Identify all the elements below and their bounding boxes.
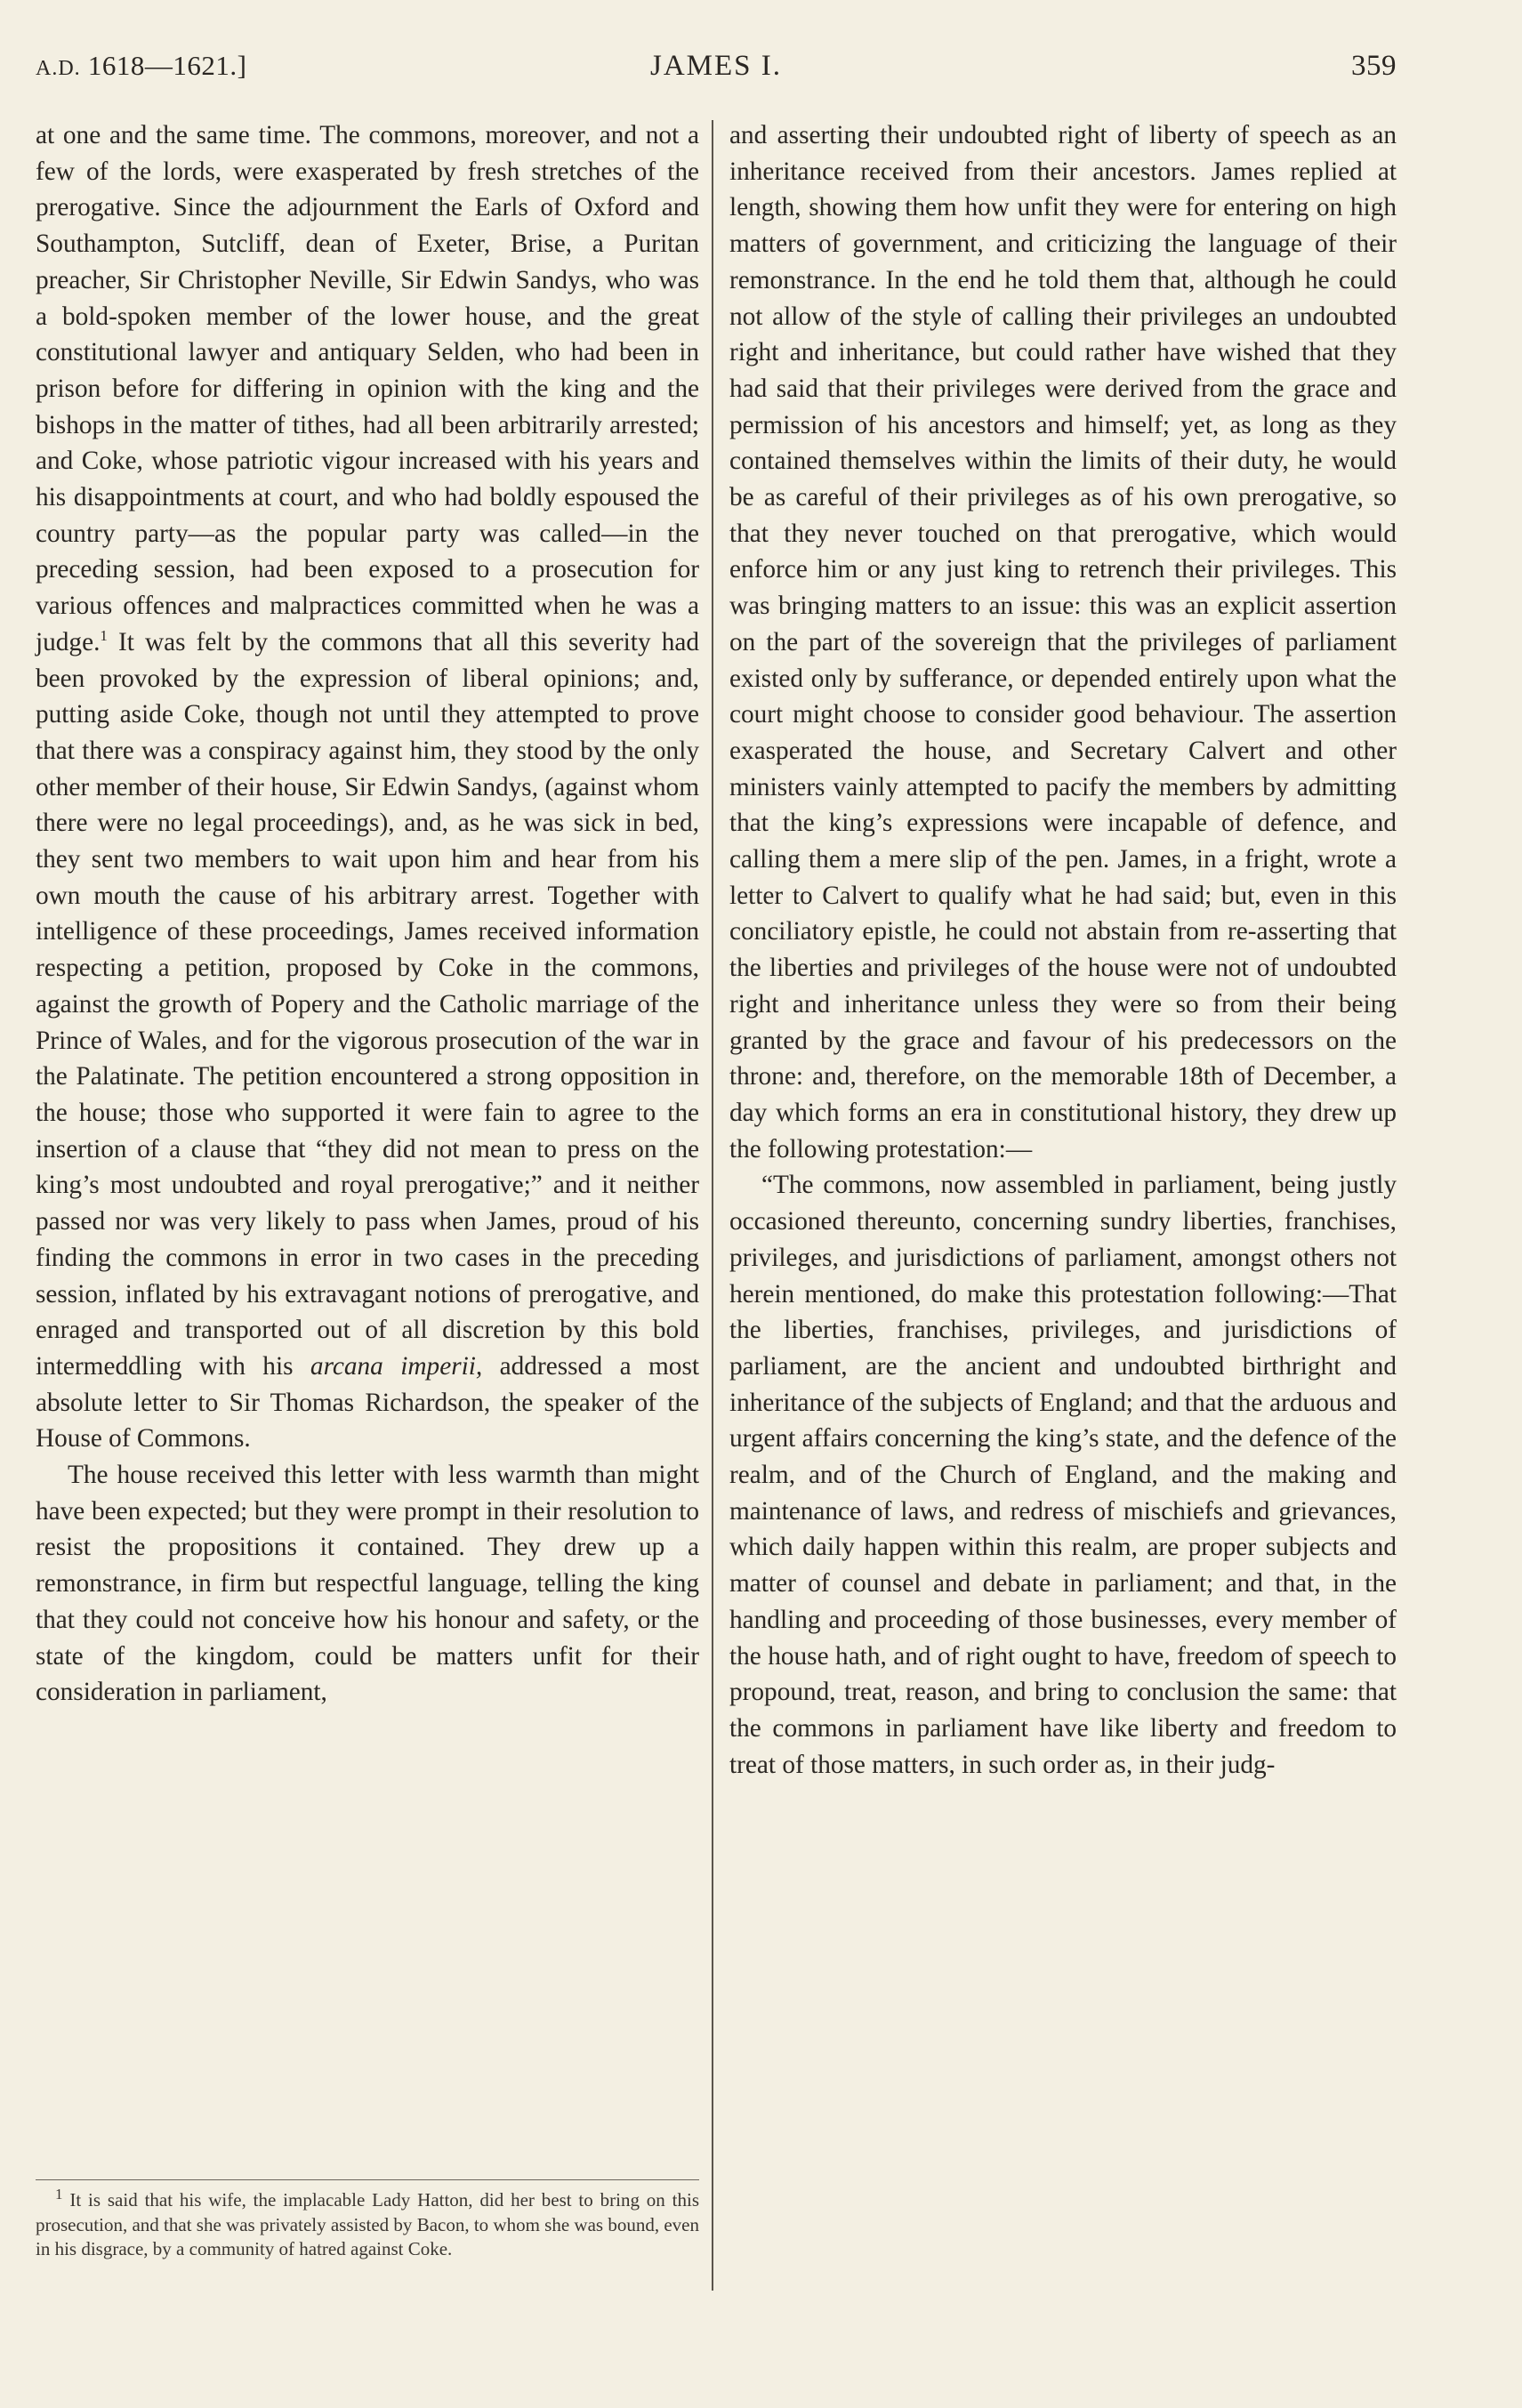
years: 1618—1621.] [80,50,247,81]
paragraph [36,117,699,1457]
running-head [36,50,1397,94]
column-divider [712,120,713,2291]
left-column [36,117,699,1711]
page-number: 359 [1351,50,1397,82]
italic-phrase: arcana imperii, [310,1351,483,1381]
right-column [729,117,1397,1783]
paragraph: The house received this letter with less warmth than might have been expected; but they were prompt in their resolution to resist the propositions it contained. They drew up a remonstrance, in firm but respectful language, telling the king that they could not conceive how his honour and safety, or the state of the kingdom, could be matters unfit for their consideration in parliament, [36,1461,699,1707]
text-run: It was felt by the commons that all this severity had been provoked by the expression of liberal opinions; and, putting aside Coke, though not until they attempted to prove that there was a conspiracy against him, they stood by the only other member of their house, Sir Edwin Sandys, (against whom there were no legal proceedings), and, as he was sick in bed, they sent two members to wait upon him and hear from his own mouth the cause of his arbitrary arrest. Together with intelligence of these proceedings, James received information respecting a petition, proposed by Coke in the commons, against the growth of Popery and the Catholic marriage of the Prince of Wales, and for the vigorous prosecution of the war in the Palatinate. The petition encountered a strong opposition in the house; those who supported it were fain to agree to the insertion of a clause that “they did not mean to press on the king’s most undoubted and royal prerogative;” and it neither passed nor was very likely to pass when James, proud of his finding the commons in error in two cases in the preceding session, inflated by his extravagant notions of prerogative, and enraged and transported out of all discretion by this bold intermeddling with his [36,627,699,1381]
footnote-body: It is said that his wife, the implacable Lady Hatton, did her best to bring on this prosecution, and that she was privately assisted by Bacon, to whom she was bound, even in his disgrace, by a community of hatred against Coke. [36,2189,699,2259]
anno-domini: A.D. [36,57,81,80]
footnote [36,2188,699,2262]
text-run: addressed a most absolute letter to Sir Thomas Richardson, the speaker of the House of Commons. [36,1351,699,1454]
paragraph: and asserting their undoubted right of liberty of speech as an inheritance received from their ancestors. James replied at length, showing them how unfit they were for entering on high matters of government, and criticizing the language of their remonstrance. In the end he told them that, although he could not allow of the style of calling their privileges an undoubted right and inheritance, but could rather have wished that they had said that their privileges were derived from the grace and permission of his ancestors and himself; yet, as long as they contained themselves within the limits of their duty, he would be as careful of their privileges as of his own prerogative, so that they never touched on that prerogative, which would enforce him or any just king to retrench their privileges. This was bringing matters to an issue: this was an explicit assertion on the part of the sovereign that the privileges of parliament existed only by sufferance, or depended entirely upon what the court might choose to consider good behaviour. The assertion exasperated the house, and Secretary Calvert and other ministers vainly attempted to pacify the members by admitting that the king’s expressions were incapable of defence, and calling them a mere slip of the pen. James, in a fright, wrote a letter to Calvert to qualify what he had said; but, even in this conciliatory epistle, he could not abstain from re-asserting that the liberties and privileges of the house were not of undoubted right and inheritance unless they were so from their being granted by the grace and favour of his predecessors on the throne: and, therefore, on the memorable 18th of December, a day which forms an era in constitutional history, they drew up the following protestation:— [729,121,1397,1164]
text-run: at one and the same time. The commons, moreover, and not a few of the lords, were exasperated by fresh stretches of the prerogative. Since the adjournment the Earls of Oxford and Southampton, Sutcliff, dean of Exeter, Brise, a Puritan preacher, Sir Christopher Neville, Sir Edwin Sandys, who was a bold-spoken member of the lower house, and the great constitutional lawyer and antiquary Selden, who had been in prison before for differing in opinion with the king and the bishops in the matter of tithes, had all been arbitrarily arrested; and Coke, whose patriotic vigour increased with his years and his disappointments at court, and who had boldly espoused the country party—as the popular party was called—in the preceding session, had been exposed to a prosecution for various offences and malpractices committed when he was a judge. [36,121,699,656]
chapter-title: JAMES I. [649,50,783,82]
footnote-marker: 1 [55,2186,63,2203]
footnote-reference: 1 [100,627,108,645]
footnote-rule [36,2179,699,2180]
protestation-paragraph: “The commons, now assembled in parliament, being justly occasioned thereunto, concerning sundry liberties, franchises, privileges, and jurisdictions of parliament, amongst others not herein mentioned, do make this protestation following:—That the liberties, franchises, privileges, and jurisdictions of parliament, are the ancient and undoubted birthright and inheritance of the subjects of England; and that the arduous and urgent affairs concerning the king’s state, and the defence of the realm, and of the Church of England, and the making and maintenance of laws, and redress of mischiefs and grievances, which daily happen within this realm, are proper subjects and matter of counsel and debate in parliament; and that, in the handling and proceeding of those businesses, every member of the house hath, and of right ought to have, freedom of speech to propound, treat, reason, and bring to conclusion the same: that the commons in parliament have like liberty and freedom to treat of those matters, in such order as, in their judg- [729,1171,1397,1779]
footnote-text [36,2188,699,2262]
